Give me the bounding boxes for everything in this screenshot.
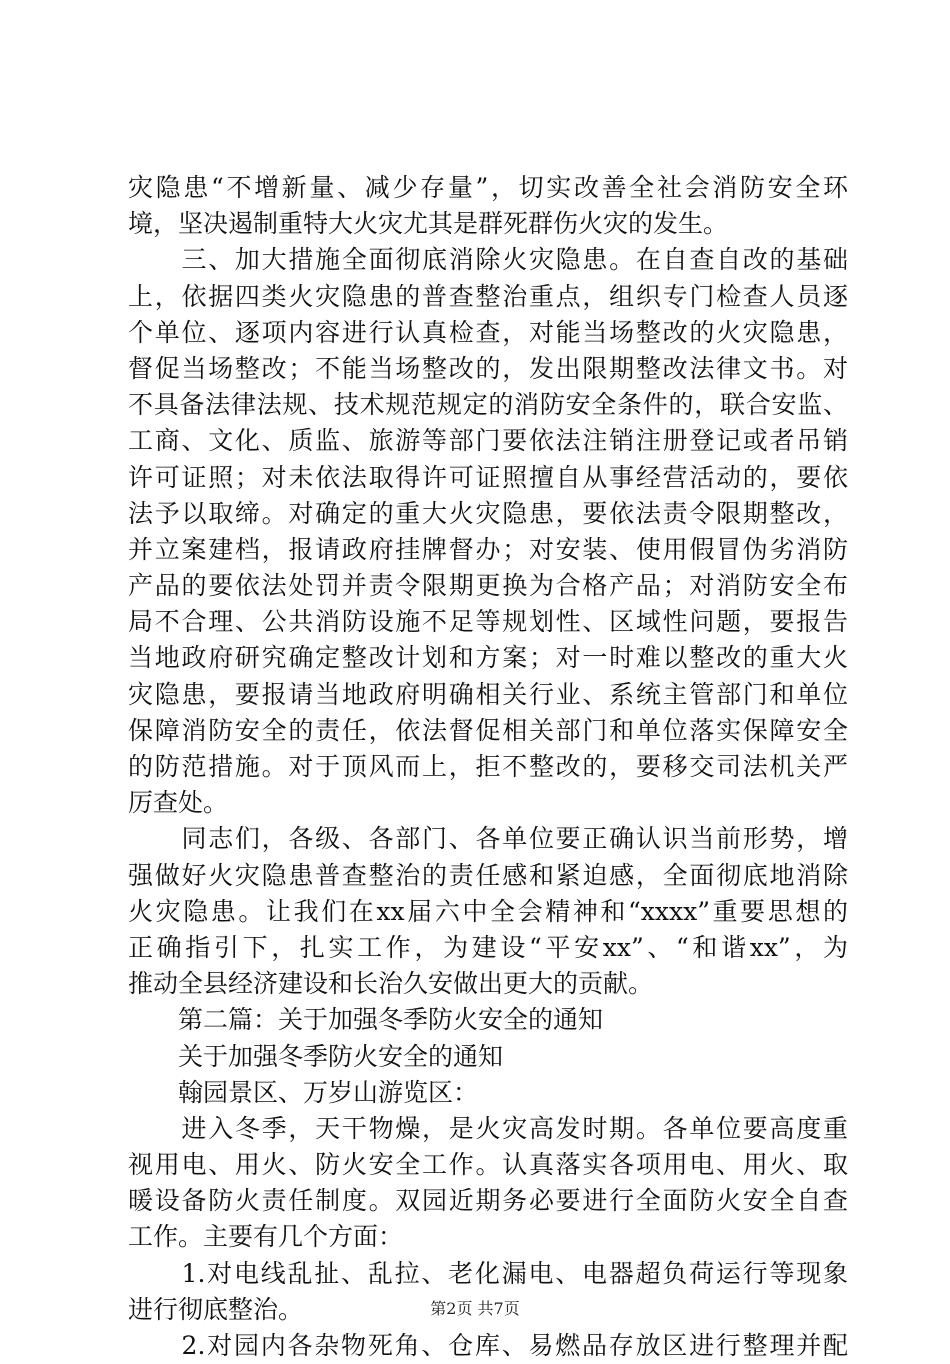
text-line: 翰园景区、万岁山游览区：: [128, 1077, 479, 1107]
text-line: 进行彻底整治。: [128, 1294, 304, 1324]
text-line: 工商、文化、质监、旅游等部门要依法注销注册登记或者吊销: [128, 426, 848, 456]
text-line: 法予以取缔。对确定的重大火灾隐患，要依法责令限期整改，: [128, 498, 848, 528]
text-line: 暖设备防火责任制度。双园近期务必要进行全面防火安全自查: [128, 1186, 848, 1216]
text-line: 境，坚决遏制重特大火灾尤其是群死群伤火灾的发生。: [128, 209, 729, 239]
text-line: 个单位、逐项内容进行认真检查，对能当场整改的火灾隐患，: [128, 317, 848, 347]
page-footer: 第2页 共7页: [430, 1299, 520, 1318]
text-line: 当地政府研究确定整改计划和方案；对一时难以整改的重大火: [128, 643, 848, 673]
document-body: [128, 170, 848, 1364]
text-line: 火灾隐患。让我们在xx届六中全会精神和“xxxx”重要思想的: [128, 896, 848, 926]
text-line: 2.对园内各杂物死角、仓库、易燃品存放区进行整理并配: [128, 1331, 848, 1360]
text-line: 保障消防安全的责任，依法督促相关部门和单位落实保障安全: [128, 715, 848, 745]
text-line: 工作。主要有几个方面：: [128, 1222, 404, 1252]
text-line: 局不合理、公共消防设施不足等规划性、区域性问题，要报告: [128, 607, 848, 637]
text-line: 强做好火灾隐患普查整治的责任感和紧迫感，全面彻底地消除: [128, 860, 848, 890]
text-line: 不具备法律法规、技术规范规定的消防安全条件的，联合安监、: [128, 390, 848, 420]
text-line: 关于加强冬季防火安全的通知: [128, 1041, 504, 1071]
text-line: 并立案建档，报请政府挂牌督办；对安装、使用假冒伪劣消防: [128, 534, 848, 564]
text-line: 厉查处。: [128, 788, 229, 818]
text-line: 灾隐患“不增新量、减少存量”，切实改善全社会消防安全环: [128, 173, 848, 202]
text-line: 正确指引下，扎实工作，为建设“平安xx”、“和谐xx”，为: [128, 932, 848, 962]
text-line: 进入冬季，天干物燥，是火灾高发时期。各单位要高度重: [128, 1113, 848, 1143]
text-line: 上，依据四类火灾隐患的普查整治重点，组织专门检查人员逐: [128, 281, 848, 311]
text-line: 1.对电线乱扯、乱拉、老化漏电、电器超负荷运行等现象: [128, 1258, 848, 1288]
text-line: 督促当场整改；不能当场整改的，发出限期整改法律文书。对: [128, 353, 848, 383]
text-line: 灾隐患，要报请当地政府明确相关行业、系统主管部门和单位: [128, 679, 848, 709]
text-line: 的防范措施。对于顶风而上，拒不整改的，要移交司法机关严: [128, 752, 848, 781]
text-line: 许可证照；对未依法取得许可证照擅自从事经营活动的，要依: [128, 462, 848, 492]
text-line: 同志们，各级、各部门、各单位要正确认识当前形势，增: [128, 824, 848, 854]
text-line: 推动全县经济建设和长治久安做出更大的贡献。: [128, 969, 654, 999]
text-line: 第二篇：关于加强冬季防火安全的通知: [128, 1005, 604, 1035]
text-line: 三、加大措施全面彻底消除火灾隐患。在自查自改的基础: [128, 245, 848, 275]
text-line: 产品的要依法处罚并责令限期更换为合格产品；对消防安全布: [128, 571, 848, 601]
text-line: 视用电、用火、防火安全工作。认真落实各项用电、用火、取: [128, 1150, 848, 1180]
